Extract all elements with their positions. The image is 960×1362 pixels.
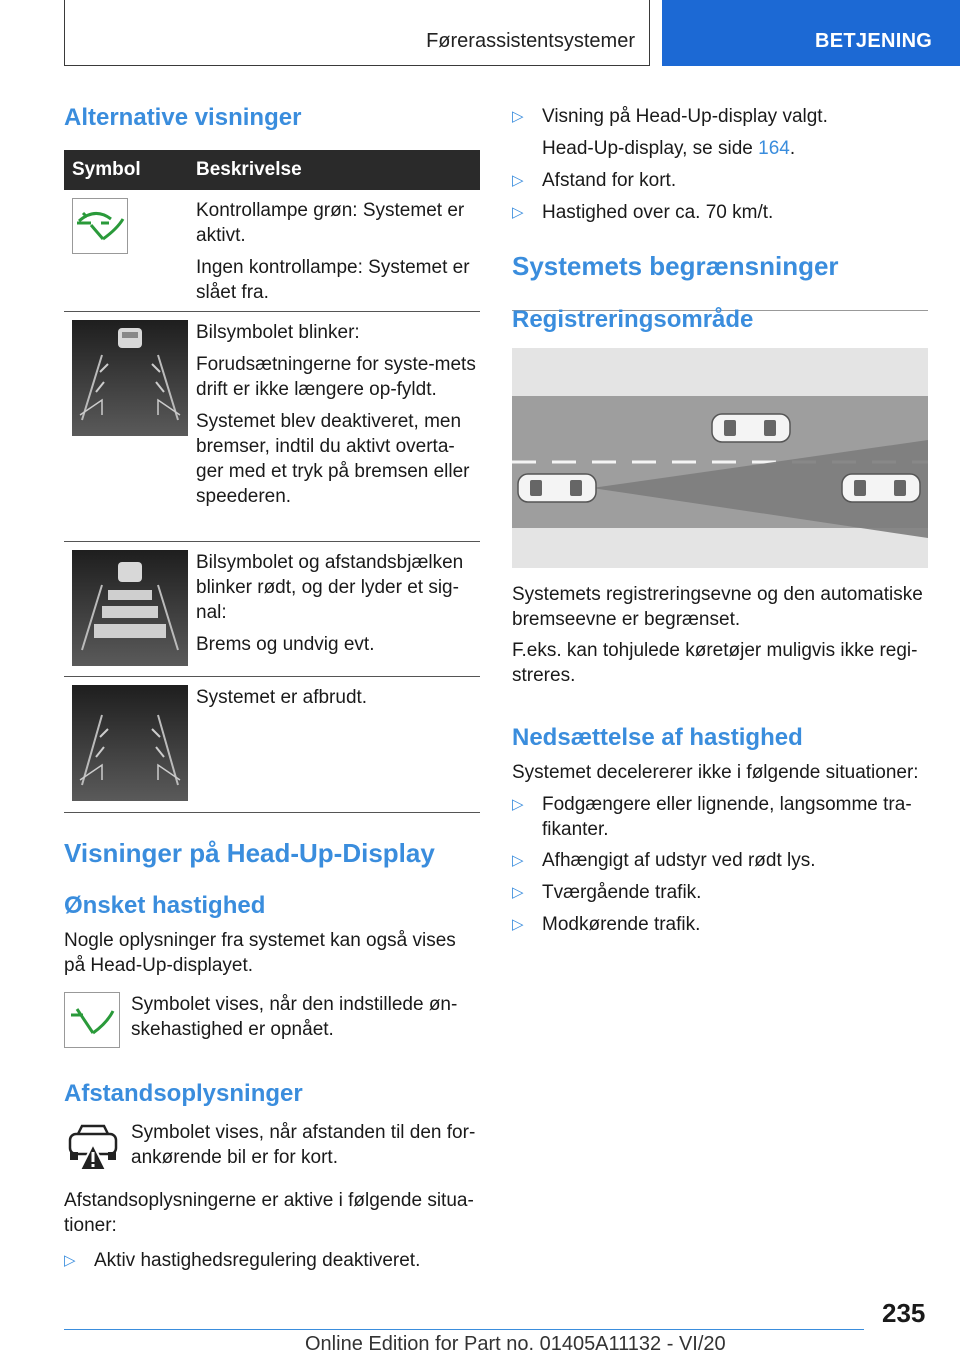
triangle-bullet-icon: ▷ [64, 1252, 76, 1269]
table-row [64, 677, 480, 813]
hud-reference: Head-Up-display, se side 164. [542, 138, 796, 159]
row1-line1: Kontrollampe grøn: Systemet er aktivt. [196, 200, 465, 246]
table-row [64, 190, 480, 312]
row2-line3: Systemet blev deaktiveret, men bremser, indtil du aktivt overta-ger med et tryk på bremsen eller speederen. [196, 411, 470, 507]
triangle-bullet-icon: ▷ [512, 852, 524, 869]
alt-views-heading: Alternative visninger [64, 104, 302, 131]
triangle-bullet-icon: ▷ [512, 916, 524, 933]
car-blinking-lane-icon [72, 320, 188, 436]
list-item: ▷ Tværgående trafik. [512, 882, 702, 903]
speed-reduction-text: Systemet decelererer ikke i følgende situationer: [512, 762, 919, 783]
detection-text-2: F.eks. kan tohjulede køretøjer muligvis ikke regi-streres. [512, 640, 918, 686]
distance-icon-text: Symbolet vises, når afstanden til den for-ankørende bil er for kort. [131, 1122, 476, 1168]
table-header [64, 150, 480, 190]
page-link[interactable]: 164 [758, 138, 790, 159]
col-description: Beskrivelse [196, 159, 302, 180]
edition-note: Online Edition for Part no. 01405A11132 - VI/20 [305, 1333, 726, 1355]
limits-heading: Systemets begrænsninger [512, 251, 839, 281]
desired-speed-text: Nogle oplysninger fra systemet kan også vises på Head-Up-displayet. [64, 930, 456, 976]
row2-line1: Bilsymbolet blinker: [196, 322, 360, 343]
col-symbol: Symbol [72, 159, 141, 180]
distance-bar-warning-icon [72, 550, 188, 666]
detection-range-illustration [512, 348, 928, 568]
row3-line1: Bilsymbolet og afstandsbjælken blinker rødt, og der lyder et sig-nal: [196, 552, 464, 623]
list-item: ▷ Afhængigt af udstyr ved rødt lys. [512, 850, 816, 871]
triangle-bullet-icon: ▷ [512, 172, 524, 189]
list-item: ▷ Visning på Head-Up-display valgt. [512, 106, 828, 127]
list-item: ▷ Afstand for kort. [512, 170, 677, 191]
detection-range-heading: Registreringsområde [512, 306, 754, 333]
row3-line2: Brems og undvig evt. [196, 634, 375, 655]
header-tab-label: BETJENING [815, 30, 933, 52]
speed-reduction-heading: Nedsættelse af hastighed [512, 724, 803, 751]
distance-info-heading: Afstandsoplysninger [64, 1080, 303, 1107]
list-item: ▷ Hastighed over ca. 70 km/t. [512, 202, 774, 223]
distance-text: Afstandsoplysningerne er aktive i følgende situa-tioner: [64, 1190, 474, 1236]
table-row [64, 542, 480, 677]
acc-green-indicator-icon [72, 198, 128, 254]
distance-warning-icon [66, 1122, 120, 1174]
table-row [64, 312, 480, 542]
symbol-table [64, 150, 480, 813]
row4-line1: Systemet er afbrudt. [196, 687, 368, 708]
hud-heading: Visninger på Head-Up-Display [64, 838, 435, 868]
triangle-bullet-icon: ▷ [512, 884, 524, 901]
triangle-bullet-icon: ▷ [512, 796, 524, 813]
list-item: ▷ Aktiv hastighedsregulering deaktiveret. [64, 1250, 421, 1271]
list-item: ▷ Fodgængere eller lignende, langsomme tra-fikanter. [512, 794, 912, 840]
header-section-title: Førerassistentsystemer [426, 30, 635, 52]
triangle-bullet-icon: ▷ [512, 108, 524, 125]
system-interrupted-lane-icon [72, 685, 188, 801]
list-item: ▷ Modkørende trafik. [512, 914, 701, 935]
page-number: 235 [882, 1298, 926, 1328]
header-tab[interactable] [662, 0, 960, 66]
header-frame [64, 0, 650, 66]
detection-text-1: Systemets registreringsevne og den automatiske bremseevne er begrænset. [512, 584, 923, 630]
desired-speed-heading: Ønsket hastighed [64, 892, 266, 919]
speed-reached-icon [64, 992, 120, 1048]
footer-divider [64, 1329, 864, 1330]
triangle-bullet-icon: ▷ [512, 204, 524, 221]
row2-line2: Forudsætningerne for syste-mets drift er ikke længere op-fyldt. [196, 354, 476, 400]
row1-line2: Ingen kontrollampe: Systemet er slået fra. [196, 257, 470, 303]
speed-icon-text: Symbolet vises, når den indstillede øn-skehastighed er opnået. [131, 994, 458, 1040]
